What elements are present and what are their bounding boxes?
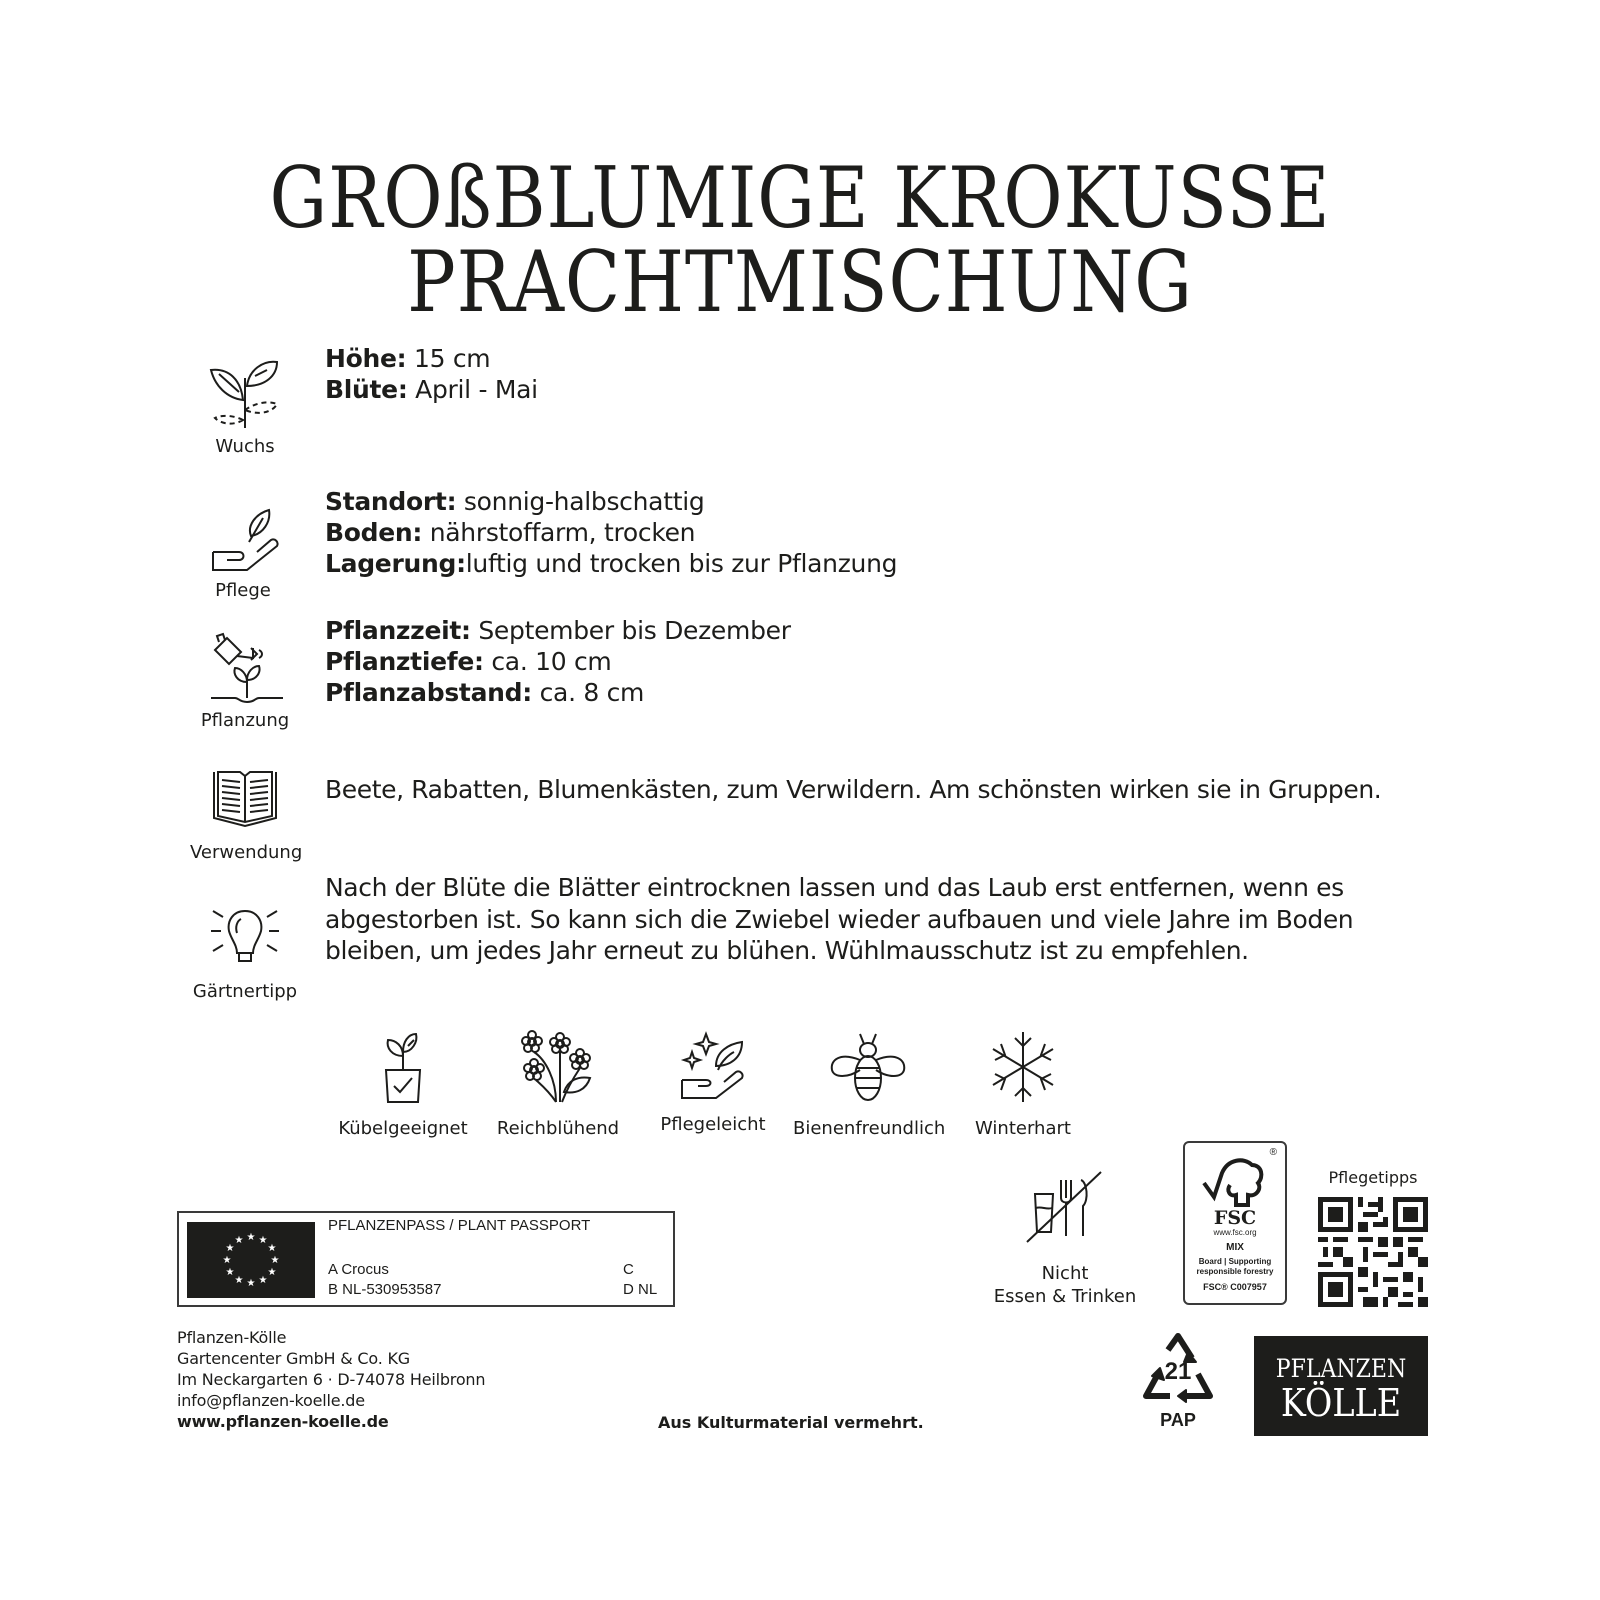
company-street: Im Neckargarten 6 · D-74078 Heilbronn	[177, 1370, 486, 1389]
section-verwendung-icon-block	[190, 768, 303, 863]
info-row-height: Höhe: 15 cm	[325, 344, 491, 373]
svg-text:★: ★	[234, 1235, 244, 1246]
fsc-url: www.fsc.org	[1213, 1228, 1257, 1237]
feature-reichbluehend	[483, 1030, 633, 1139]
section-pflege-icon-block	[188, 508, 298, 601]
fsc-label	[1183, 1141, 1287, 1305]
not-edible-block	[1025, 1170, 1105, 1255]
section-pflanzung-info	[325, 615, 791, 708]
svg-text:★: ★	[267, 1243, 277, 1254]
potted-plant-check-icon	[376, 1030, 430, 1104]
not-edible-text: Nicht Essen & Trinken	[993, 1263, 1137, 1307]
info-row-bloom: Blüte: April - Mai	[325, 375, 538, 404]
fsc-code: FSC® C007957	[1203, 1282, 1267, 1292]
section-label-wuchs: Wuchs	[215, 436, 275, 457]
passport-field-a: A Crocus	[328, 1261, 389, 1278]
company-website[interactable]: www.pflanzen-koelle.de	[177, 1412, 389, 1431]
svg-text:★: ★	[225, 1267, 235, 1278]
recycling-symbol	[1138, 1332, 1218, 1429]
company-name: Pflanzen-Kölle	[177, 1328, 287, 1347]
pflanzen-koelle-logo	[1254, 1336, 1428, 1436]
company-legal: Gartencenter GmbH & Co. KG	[177, 1349, 410, 1368]
fsc-mix: MIX	[1226, 1242, 1244, 1253]
no-eating-drinking-icon	[1025, 1170, 1105, 1250]
flowers-icon	[518, 1030, 598, 1104]
section-label-pflege: Pflege	[215, 580, 271, 601]
hand-sparkle-leaf-icon	[678, 1030, 748, 1100]
feature-label: Kübelgeeignet	[338, 1118, 468, 1139]
watering-can-icon	[207, 628, 283, 704]
info-row-soil: Boden: nährstoffarm, trocken	[325, 518, 696, 547]
fsc-registered-mark: ®	[1269, 1147, 1277, 1158]
feature-label: Pflegeleicht	[660, 1114, 766, 1135]
info-row-planting-distance: Pflanzabstand: ca. 8 cm	[325, 678, 645, 707]
snowflake-icon	[987, 1030, 1059, 1104]
svg-text:★: ★	[258, 1235, 268, 1246]
section-label-verwendung: Verwendung	[190, 842, 303, 863]
passport-field-c: C	[623, 1261, 634, 1278]
eu-flag-icon	[187, 1222, 315, 1298]
feature-kuebelgeeignet	[328, 1030, 478, 1139]
recycling-number: 21	[1164, 1358, 1192, 1385]
feature-winterhart	[948, 1030, 1098, 1139]
svg-text:★: ★	[270, 1255, 280, 1266]
light-bulb-icon	[207, 905, 283, 967]
qr-code[interactable]	[1318, 1197, 1428, 1307]
passport-heading: PFLANZENPASS / PLANT PASSPORT	[328, 1217, 591, 1234]
info-row-storage: Lagerung:luftig und trocken bis zur Pflanzung	[325, 549, 898, 578]
section-wuchs-info	[325, 343, 538, 405]
feature-label: Reichblühend	[496, 1118, 620, 1139]
svg-text:★: ★	[258, 1275, 268, 1286]
plant-growth-icon	[207, 358, 283, 430]
section-verwendung-text: Beete, Rabatten, Blumenkästen, zum Verwildern. Am schönsten wirken sie in Gruppen.	[325, 775, 1382, 804]
product-title-line-2: PRACHTMISCHUNG	[407, 233, 1193, 331]
section-pflanzung-icon-block	[190, 628, 300, 731]
feature-bienenfreundlich	[793, 1030, 946, 1139]
fsc-desc-1: Board | Supporting	[1198, 1257, 1272, 1266]
svg-text:★: ★	[222, 1255, 232, 1266]
section-gaertnertipp-icon-block	[190, 905, 300, 1002]
feature-label: Bienenfreundlich	[793, 1118, 946, 1139]
qr-code-icon	[1318, 1197, 1428, 1307]
qr-label: Pflegetipps	[1328, 1168, 1418, 1187]
svg-text:★: ★	[246, 1232, 256, 1243]
info-row-location: Standort: sonnig-halbschattig	[325, 487, 705, 516]
bee-icon	[828, 1030, 908, 1104]
section-label-gaertnertipp: Gärtnertipp	[192, 981, 298, 1002]
svg-text:★: ★	[234, 1275, 244, 1286]
svg-text:★: ★	[267, 1267, 277, 1278]
brand-line-2: KÖLLE	[1280, 1381, 1402, 1425]
recycling-code: PAP	[1160, 1410, 1196, 1430]
origin-note: Aus Kulturmaterial vermehrt.	[658, 1413, 924, 1432]
section-gaertnertipp-text: Nach der Blüte die Blätter eintrocknen lassen und das Laub erst entfernen, wenn es abgestorben ist. So kann sich die Zwiebel wieder aufbauen und viele Jahre im Boden bleiben, um jedes Jahr erneut zu blühen. Wühlmausschutz ist zu empfehlen.	[325, 873, 1354, 965]
passport-field-b: B NL-530953587	[328, 1281, 442, 1298]
info-row-planting-time: Pflanzzeit: September bis Dezember	[325, 616, 791, 645]
section-pflege-info	[325, 486, 897, 579]
company-email[interactable]: info@pflanzen-koelle.de	[177, 1391, 365, 1410]
feature-pflegeleicht	[638, 1030, 788, 1135]
company-address	[177, 1327, 485, 1432]
svg-text:★: ★	[225, 1243, 235, 1254]
fsc-desc-2: responsible forestry	[1196, 1267, 1274, 1276]
info-row-planting-depth: Pflanztiefe: ca. 10 cm	[325, 647, 612, 676]
fsc-name: FSC	[1213, 1207, 1257, 1229]
brand-line-1: PFLANZEN	[1275, 1354, 1407, 1383]
plant-passport	[177, 1211, 675, 1307]
product-title-line-1: GROßBLUMIGE KROKUSSE	[269, 149, 1331, 247]
feature-label: Winterhart	[975, 1118, 1071, 1139]
hand-leaf-icon	[205, 508, 281, 574]
section-label-pflanzung: Pflanzung	[200, 710, 290, 731]
passport-field-d: D NL	[623, 1281, 658, 1298]
fsc-tree-check-icon	[1200, 1153, 1270, 1209]
open-book-icon	[210, 768, 280, 828]
svg-text:★: ★	[246, 1278, 256, 1289]
section-wuchs-icon-block	[190, 358, 300, 457]
